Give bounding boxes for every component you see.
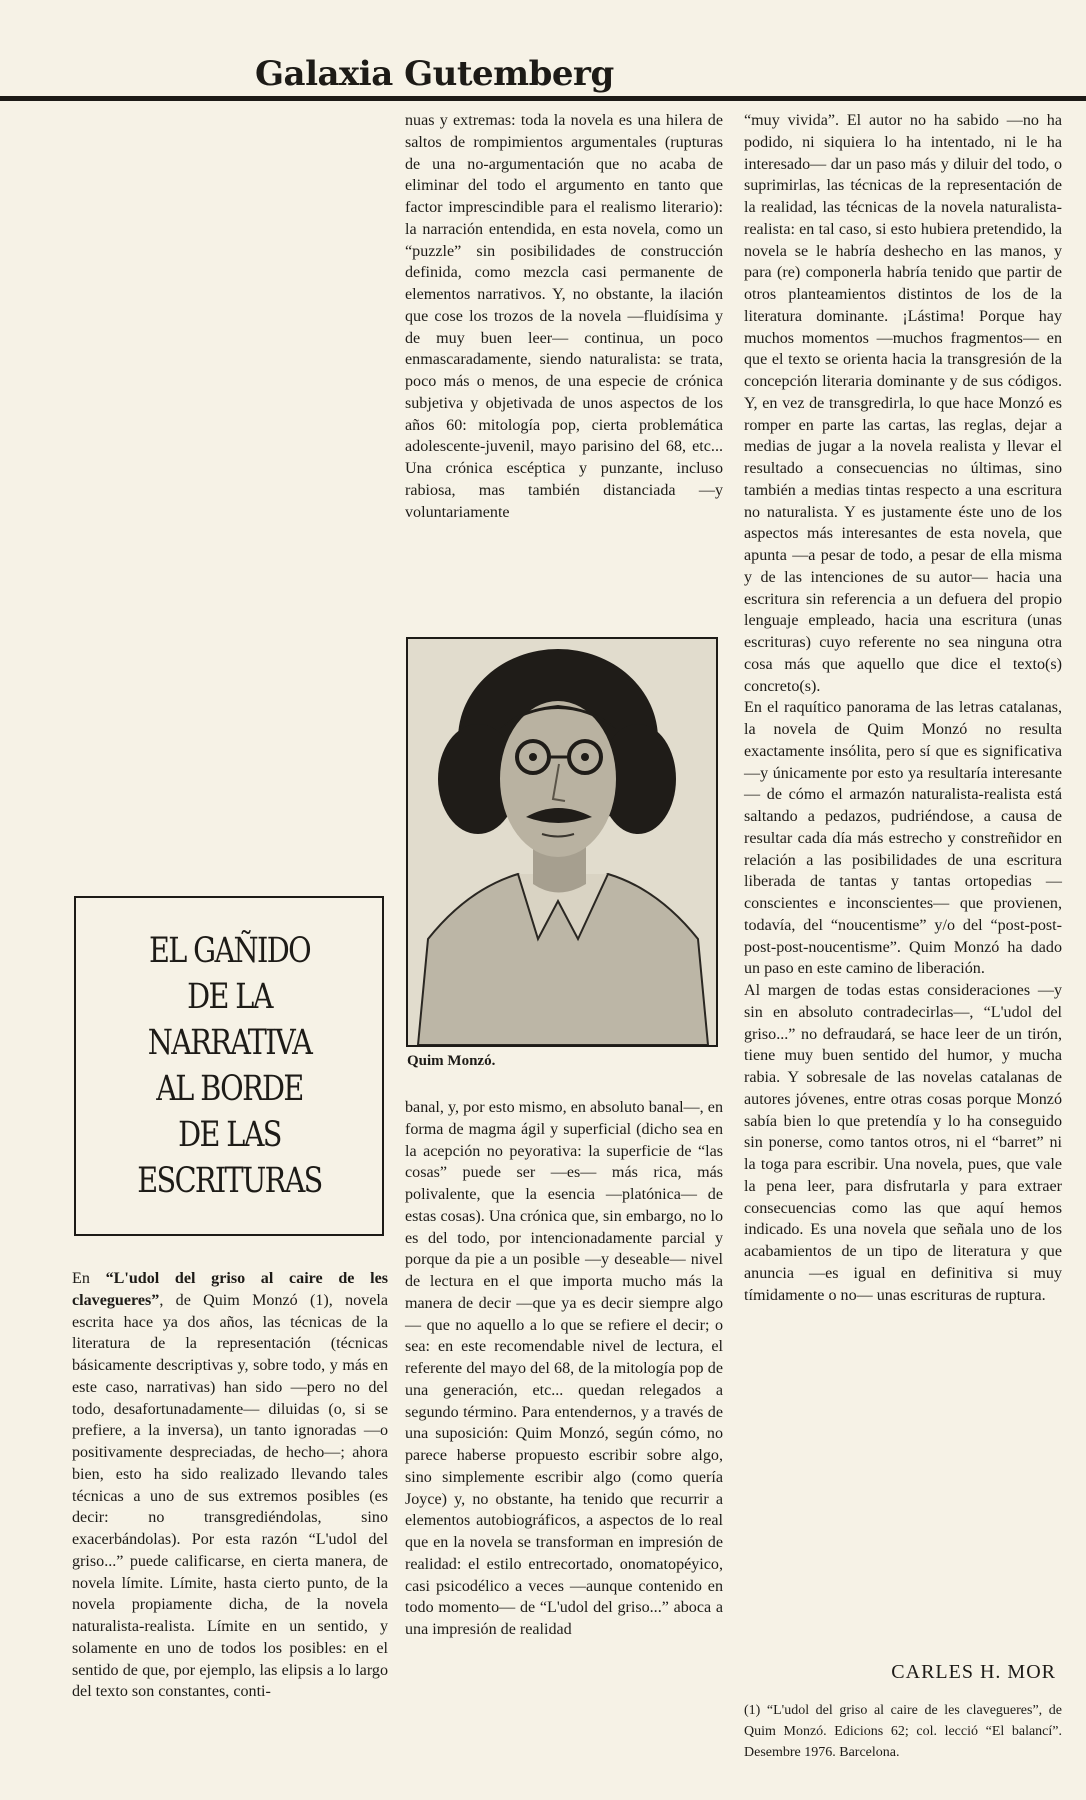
headline-box [74, 896, 384, 1236]
column-3-paragraph-1: “muy vivida”. El autor no ha sabido —no ha podido, ni siquiera lo ha intentado, ni le ha interesado— dar un paso más y diluir del todo, o suprimirlas, las técnicas de la representación de la realidad, las técnicas de la novela naturalista-realista: en tal caso, si esto hubiera pretendido, la novela se le habría deshecho en las manos, y para (re) componerla habría tenido que partir de otros planteamientos distintos de los de la literatura dominante. ¡Lástima! Porque hay muchos momentos —muchos fragmentos— en que el texto se orienta hacia la transgresión de la concepción literaria dominante y de sus códigos. Y, en vez de transgredirla, lo que hace Monzó es romper en parte las cartas, las reglas, dejar a medias de jugar a la novela realista y llevar el resultado a consecuencias no últimas, sino también a medias tintas respecto a una escritura no naturalista. Y es justamente éste uno de los aspectos más interesantes de esta novela, que apunta —a pesar de todo, a pesar de ella misma y de las intenciones de su autor— hacia una escritura sin referencia a un defuera del propio lenguaje empleado, hacia una escritura (unas escrituras) cuyo referente no sea ninguna otra cosa más que aquello que dice el texto(s) concreto(s). [744, 112, 1062, 695]
author-portrait-image [408, 639, 716, 1045]
header-rule [0, 96, 1086, 101]
footnote: (1) “L'udol del griso al caire de les clavegueres”, de Quim Monzó. Edicions 62; col. lecció “El balancí”. Desembre 1976. Barcelona. [744, 1703, 1062, 1760]
column-3-paragraph-3: Al margen de todas estas consideraciones —y sin en absoluto contradecirlas—, “L'udol del griso...” no defraudará, se hace leer de un tirón, tiene muy buen sentido del humor, y mucha rabia. Y sobresale de las novelas catalanas de autores jóvenes, entre otras cosas porque Monzó sabía bien lo que pretendía y lo ha conseguido sin ponerse, como tantos otros, ni el “barret” ni la toga para escribir. Una novela, pues, que vale la pena leer, para disfrutarla y para extraer consecuencias como las que aquí hemos indicado. Es una novela que señala uno de los acabamientos de un tipo de literatura y que anuncia —es igual en definitiva si muy tímidamente o no— unas escrituras de ruptura. [744, 982, 1062, 1304]
column-2-top [405, 110, 723, 523]
column-1 [72, 1268, 388, 1703]
lead-prefix: En [72, 1270, 106, 1287]
book-title: “L'udol del griso al caire de les clavegueres” [72, 1270, 388, 1309]
headline: EL GAÑIDO DE LA NARRATIVA AL BORDE DE LAS ESCRITURAS [136, 931, 322, 1201]
author-photo [406, 637, 718, 1047]
column-2-bottom [405, 1097, 723, 1641]
column-3 [744, 110, 1062, 1306]
author-signature: CARLES H. MOR [891, 1661, 1056, 1683]
lead-text: , de Quim Monzó (1), novela escrita hace ya dos años, las técnicas de la literatura de la representación (técnicas básicamente descriptivas y, sobre todo, y más en este caso, narrativas) han sido —pero no del todo, desafortunadamente— diluidas (o, si se prefiere, a la inversa), un tanto ignoradas —o positivamente despreciadas, de hecho—; ahora bien, esto ha sido realizado llevando tales técnicas a uno de sus extremos posibles (es decir: no transgrediéndolas, sino exacerbándolas). Por esta razón “L'udol del griso...” puede calificarse, en cierta manera, de novela límite. Límite, hasta cierto punto, de la novela propiamente dicha, de la novela naturalista-realista. Límite en un sentido, y solamente en uno de todos los posibles: en el sentido de que, por ejemplo, las elipsis a lo largo del texto son constantes, conti- [72, 1291, 388, 1701]
column-2-top-text: nuas y extremas: toda la novela es una hilera de saltos de rompimientos argumentales (rupturas de una no-argumentación que no acaba de eliminar del todo el argumento en tanto que factor imprescindible para el realismo literario): la narración entendida, en esta novela, como un “puzzle” sin posibilidades de construcción definida, como mezcla casi permanente de elementos narrativos. Y, no obstante, la ilación que cose los trozos de la novela —fluidísima y de muy buen leer— continua, un poco enmascaradamente, siendo naturalista: se trata, poco más o menos, de una especie de crónica subjetiva y objetivada de unos aspectos de los años 60: mitología pop, cierta problemática adolescente-juvenil, mayo parisino del 68, etc... Una crónica escéptica y punzante, incluso rabiosa, mas también distanciada —y voluntariamente [405, 112, 723, 521]
photo-caption: Quim Monzó. [407, 1053, 496, 1069]
lead-paragraph [72, 1268, 388, 1703]
column-3-paragraph-2: En el raquítico panorama de las letras catalanas, la novela de Quim Monzó no resulta exactamente insólita, pero sí que es significativa —y únicamente por esto ya resultaría interesante— de cómo el armazón naturalista-realista está saltando a pedazos, pudriéndose, a causa de resultar cada día más estrecho y constreñidor en relación a las posibilidades de una escritura liberada de tantas y tantas ortopedias —conscientes e inconscientes— que provienen, todavía, del “noucentisme” y/o del “post-post-post-post-noucentisme”. Quim Monzó ha dado un paso en este camino de liberación. [744, 699, 1062, 978]
column-2-bottom-text: banal, y, por esto mismo, en absoluto banal—, en forma de magma ágil y superficial (dicho sea en la acepción no peyorativa: la superficie de “las cosas” puede ser —es— más rica, más polivalente, que la esencia —platónica— de estas cosas). Una crónica que, sin embargo, no lo es del todo, por intencionadamente parcial y porque da pie a un posible —y deseable— nivel de lectura en el que importa mucho más la manera de decir —que ya es decir siempre algo— que no aquello a lo que se refiere el decir; o sea: en este recomendable nivel de lectura, el referente del mayo del 68, de la mitología pop de una generación, etc... quedan relegados a segundo término. Para entendernos, y a través de una suposición: Quim Monzó, según cómo, no parece haberse propuesto escribir sobre algo, sino simplemente escribir algo (como quería Joyce) y, no obstante, ha tenido que recurrir a elementos autobiográficos, a aspectos de lo real que en la novela se transforman en impresión de realidad: el estilo entrecortado, onomatopéyico, casi psicodélico a veces —aunque contenido en todo momento— de “L'udol del griso...” aboca a una impresión de realidad [405, 1099, 723, 1638]
masthead: Galaxia Gutemberg [255, 54, 614, 94]
